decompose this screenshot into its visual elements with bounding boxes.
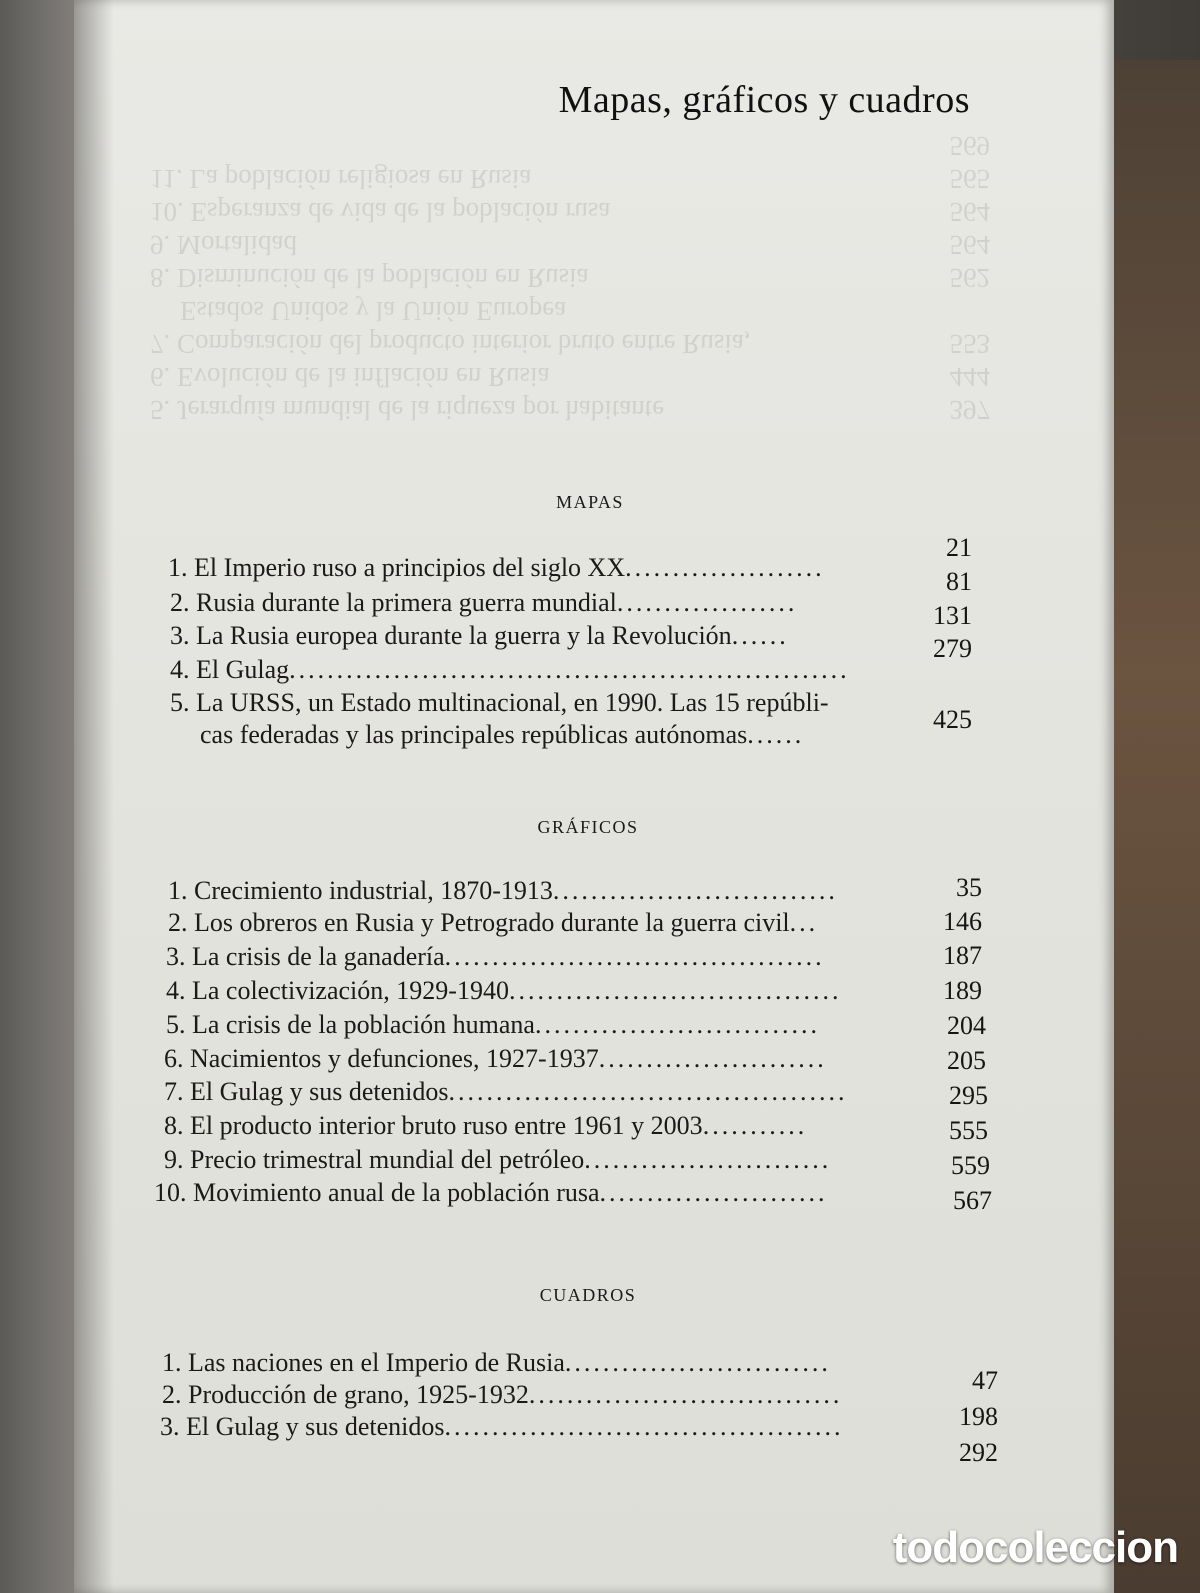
item-number: 4. — [166, 976, 186, 1005]
list-item: 5. La crisis de la población humana.............................. — [166, 1010, 820, 1039]
item-number: 1. — [168, 553, 188, 582]
item-page-number: 47 — [972, 1366, 998, 1395]
page-title: Mapas, gráficos y cuadros — [558, 79, 970, 121]
item-title: Producción de grano, 1925-1932 — [188, 1380, 529, 1409]
watermark-logo: todocoleccion — [892, 1523, 1178, 1572]
item-number: 6. — [164, 1044, 184, 1073]
item-page-number: 81 — [946, 567, 972, 596]
item-title: La URSS, un Estado multinacional, en 1990. Las 15 repúbli- — [196, 688, 829, 717]
item-page-number: 146 — [943, 907, 982, 936]
show-through-row: 569 — [949, 131, 990, 161]
list-item: 2. Rusia durante la primera guerra mundial................... — [170, 588, 798, 617]
section-heading-graficos: GRÁFICOS — [537, 817, 639, 837]
item-number: 1. — [162, 1348, 182, 1377]
item-title: El Imperio ruso a principios del siglo XX — [194, 553, 626, 582]
item-title: La crisis de la población humana — [192, 1010, 535, 1039]
item-page-number: 295 — [949, 1081, 988, 1110]
show-through-row: 9. Mortalidad 564 — [150, 230, 990, 260]
list-item: 3. La Rusia europea durante la guerra y la Revolución...... — [170, 621, 789, 650]
item-title: Precio trimestral mundial del petróleo — [190, 1145, 585, 1174]
item-title: El Gulag y sus detenidos — [190, 1077, 449, 1106]
item-page-number: 131 — [933, 601, 972, 630]
list-item: 6. Nacimientos y defunciones, 1927-1937........................ — [164, 1044, 827, 1073]
list-item: 1. El Imperio ruso a principios del siglo XX..................... — [168, 553, 825, 582]
item-number: 1. — [168, 876, 188, 905]
item-number: 9. — [164, 1145, 184, 1174]
item-number: 2. — [168, 908, 188, 937]
item-page-number: 555 — [949, 1116, 988, 1145]
item-page-number: 279 — [933, 634, 972, 663]
item-title: La colectivización, 1929-1940 — [192, 976, 509, 1005]
item-title: El producto interior bruto ruso entre 1961 y 2003 — [190, 1111, 703, 1140]
list-item: 3. La crisis de la ganadería........................................ — [166, 942, 825, 971]
item-title: La crisis de la ganadería — [192, 942, 445, 971]
list-item: 2. Los obreros en Rusia y Petrogrado durante la guerra civil... — [168, 908, 819, 937]
item-page-number: 425 — [933, 705, 972, 734]
item-title: Rusia durante la primera guerra mundial — [196, 588, 617, 617]
item-title: Los obreros en Rusia y Petrogrado durante la guerra civil — [194, 908, 790, 937]
item-number: 2. — [162, 1380, 182, 1409]
item-number: 10. — [154, 1178, 187, 1207]
list-item: 3. El Gulag y sus detenidos.......................................... — [160, 1412, 844, 1441]
item-number: 3. — [160, 1412, 180, 1441]
item-title: El Gulag y sus detenidos — [186, 1412, 445, 1441]
item-title: La Rusia europea durante la guerra y la Revolución — [196, 621, 732, 650]
list-item: 7. El Gulag y sus detenidos.......................................... — [164, 1077, 848, 1106]
item-number: 3. — [170, 621, 190, 650]
list-item: 8. El producto interior bruto ruso entre 1961 y 2003........... — [164, 1111, 808, 1140]
item-page-number: 187 — [943, 941, 982, 970]
item-page-number: 35 — [956, 873, 982, 902]
item-number: 8. — [164, 1111, 184, 1140]
list-item: 2. Producción de grano, 1925-1932................................. — [162, 1380, 843, 1409]
list-item-continuation: cas federadas y las principales repúblicas autónomas...... — [200, 720, 805, 749]
item-title: Nacimientos y defunciones, 1927-1937 — [190, 1044, 599, 1073]
section-heading-mapas: MAPAS — [556, 492, 624, 512]
item-number: 7. — [164, 1077, 184, 1106]
item-page-number: 21 — [946, 533, 972, 562]
item-number: 5. — [166, 1010, 186, 1039]
item-page-number: 189 — [943, 976, 982, 1005]
show-through-row: 7. Comparación del producto interior bruto entre Rusia, 553 — [150, 329, 990, 359]
item-page-number: 198 — [959, 1402, 998, 1431]
item-number: 3. — [166, 942, 186, 971]
item-page-number: 205 — [947, 1046, 986, 1075]
item-page-number: 292 — [959, 1438, 998, 1467]
item-number: 5. — [170, 688, 190, 717]
show-through-row: 6. Evolución de la inflación en Rusia 444 — [150, 362, 990, 392]
list-item — [170, 688, 829, 718]
item-title: Crecimiento industrial, 1870-1913 — [194, 876, 553, 905]
show-through-text — [150, 95, 990, 425]
item-title: El Gulag — [196, 655, 290, 684]
item-page-number: 559 — [951, 1151, 990, 1180]
item-number: 4. — [170, 655, 190, 684]
list-item: 4. La colectivización, 1929-1940................................... — [166, 976, 842, 1005]
page-gutter — [74, 0, 114, 1593]
item-title-continuation: cas federadas y las principales repúblicas autónomas — [200, 720, 748, 749]
item-title: Movimiento anual de la población rusa — [193, 1178, 600, 1207]
show-through-row: 10. Esperanza de vida de la población rusa 564 — [150, 197, 990, 227]
show-through-row: 8. Disminución de la población en Rusia 562 — [150, 263, 990, 293]
show-through-row: 11. La población religiosa en Rusia 565 — [150, 164, 990, 194]
show-through-row: 5. Jerarquía mundial de la riqueza por habitante 397 — [150, 395, 990, 425]
list-item: 10. Movimiento anual de la población rusa........................ — [154, 1178, 828, 1207]
item-title: Las naciones en el Imperio de Rusia — [188, 1348, 565, 1377]
item-number: 2. — [170, 588, 190, 617]
section-heading-cuadros: CUADROS — [539, 1285, 637, 1305]
item-page-number: 567 — [953, 1186, 992, 1215]
list-item: 1. Crecimiento industrial, 1870-1913.............................. — [168, 876, 838, 905]
item-page-number: 204 — [947, 1011, 986, 1040]
show-through-row: Estados Unidos y la Unión Europea — [180, 296, 567, 326]
list-item: 4. El Gulag........................................................... — [170, 655, 850, 684]
list-item: 1. Las naciones en el Imperio de Rusia............................ — [162, 1348, 831, 1377]
list-item: 9. Precio trimestral mundial del petróleo.......................... — [164, 1145, 832, 1174]
